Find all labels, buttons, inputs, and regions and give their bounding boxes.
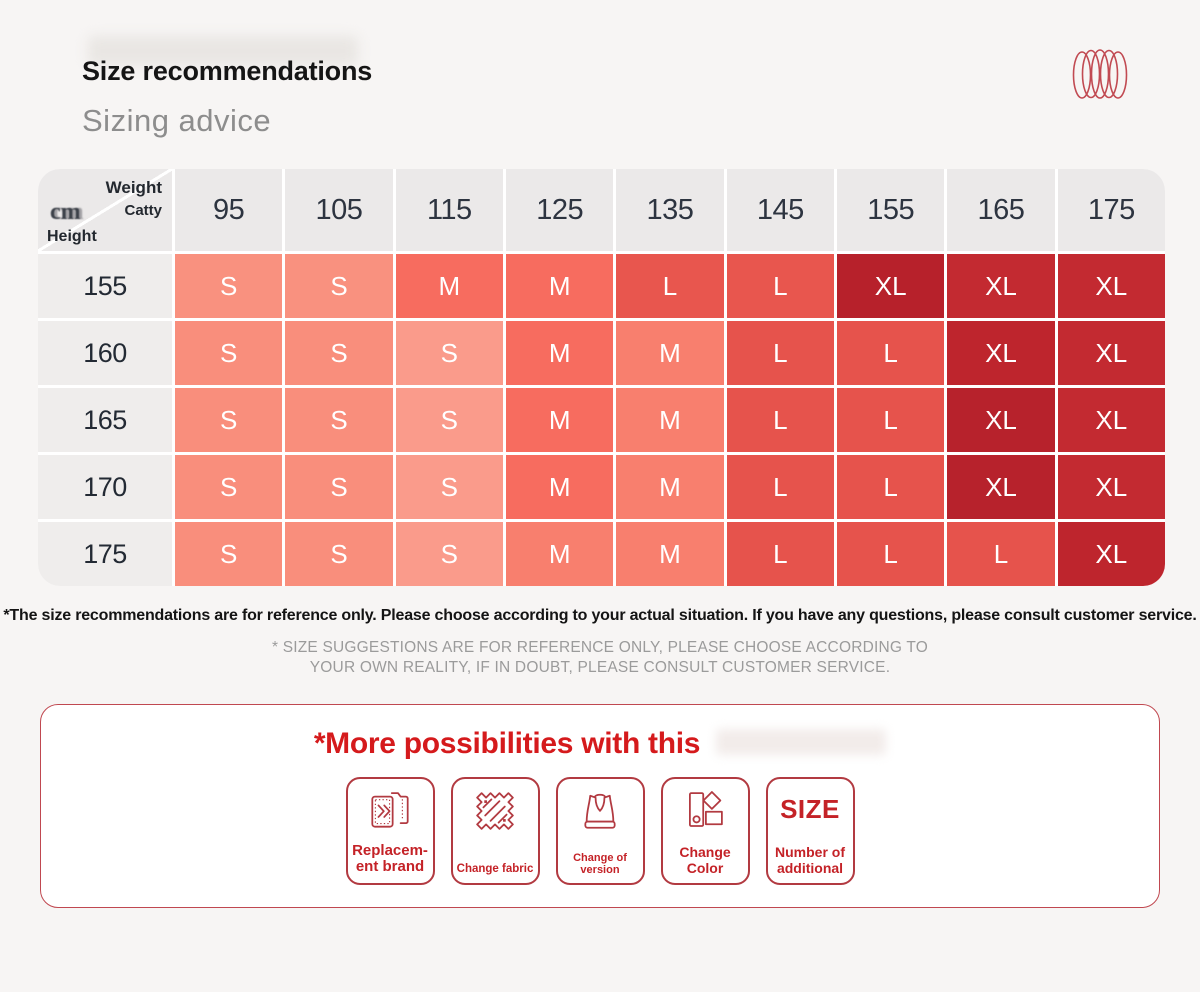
size-cell-170-135: M bbox=[616, 455, 723, 519]
coil-logo-icon bbox=[1072, 48, 1128, 102]
size-cell-170-115: S bbox=[396, 455, 503, 519]
weight-col-155: 155 bbox=[837, 169, 944, 251]
size-cell-160-125: M bbox=[506, 321, 613, 385]
page-subtitle: Sizing advice bbox=[82, 103, 272, 138]
size-cell-160-145: L bbox=[727, 321, 834, 385]
color-swatches-icon bbox=[680, 786, 730, 834]
size-cell-155-125: M bbox=[506, 254, 613, 318]
promo-panel bbox=[40, 704, 1160, 908]
fabric-swatch-icon bbox=[470, 786, 520, 836]
height-row-170: 170 bbox=[38, 455, 172, 519]
height-row-155: 155 bbox=[38, 254, 172, 318]
size-cell-170-165: XL bbox=[947, 455, 1054, 519]
weight-col-125: 125 bbox=[506, 169, 613, 251]
size-cell-170-125: M bbox=[506, 455, 613, 519]
card-label: Change Color bbox=[679, 843, 731, 876]
table-corner-cell bbox=[38, 169, 172, 251]
card-change-color bbox=[661, 777, 750, 885]
size-cell-175-105: S bbox=[285, 522, 392, 586]
redacted-promo-smudge bbox=[716, 729, 886, 755]
size-cell-155-145: L bbox=[727, 254, 834, 318]
promo-title: *More possibilities with this bbox=[313, 727, 701, 761]
size-cell-165-115: S bbox=[396, 388, 503, 452]
size-cell-160-175: XL bbox=[1058, 321, 1165, 385]
disclaimer-gray-line2: YOUR OWN REALITY, IF IN DOUBT, PLEASE CONSULT CUSTOMER SERVICE. bbox=[309, 659, 891, 677]
size-cell-155-165: XL bbox=[947, 254, 1054, 318]
size-text: SIZE bbox=[780, 794, 840, 825]
weight-col-165: 165 bbox=[947, 169, 1054, 251]
card-label: Replacem- ent brand bbox=[352, 841, 428, 876]
card-label: Change fabric bbox=[456, 863, 534, 876]
card-change-fabric bbox=[451, 777, 540, 885]
size-cell-175-175: XL bbox=[1058, 522, 1165, 586]
size-cell-170-155: L bbox=[837, 455, 944, 519]
size-cell-155-105: S bbox=[285, 254, 392, 318]
size-cell-175-135: M bbox=[616, 522, 723, 586]
size-cell-165-155: L bbox=[837, 388, 944, 452]
weight-col-115: 115 bbox=[396, 169, 503, 251]
size-cell-165-175: XL bbox=[1058, 388, 1165, 452]
promo-cards bbox=[41, 777, 1159, 885]
size-cell-155-155: XL bbox=[837, 254, 944, 318]
size-cell-155-115: M bbox=[396, 254, 503, 318]
height-row-175: 175 bbox=[38, 522, 172, 586]
size-cell-155-95: S bbox=[175, 254, 282, 318]
disclaimer-bold: *The size recommendations are for reference only. Please choose according to your actual situation. If you have any questions, please consult customer service. bbox=[3, 607, 1197, 624]
size-cell-175-115: S bbox=[396, 522, 503, 586]
disclaimer-gray bbox=[0, 638, 1200, 678]
card-size-additional bbox=[766, 777, 855, 885]
card-label: Number of additional bbox=[775, 843, 845, 876]
corner-weight-label: Weight bbox=[105, 178, 162, 197]
size-cell-160-155: L bbox=[837, 321, 944, 385]
size-cell-175-95: S bbox=[175, 522, 282, 586]
size-cell-155-135: L bbox=[616, 254, 723, 318]
size-cell-170-95: S bbox=[175, 455, 282, 519]
size-cell-165-95: S bbox=[175, 388, 282, 452]
size-cell-160-95: S bbox=[175, 321, 282, 385]
card-label: Change of version bbox=[573, 851, 627, 876]
page-title: Size recommendations bbox=[82, 56, 373, 86]
size-cell-165-165: XL bbox=[947, 388, 1054, 452]
corner-catty-label: Catty bbox=[124, 202, 162, 219]
size-cell-175-145: L bbox=[727, 522, 834, 586]
brand-tags-icon bbox=[365, 786, 415, 832]
size-cell-165-145: L bbox=[727, 388, 834, 452]
size-cell-165-105: S bbox=[285, 388, 392, 452]
sports-bra-icon bbox=[575, 786, 625, 834]
card-change-version bbox=[556, 777, 645, 885]
size-cell-170-145: L bbox=[727, 455, 834, 519]
weight-col-95: 95 bbox=[175, 169, 282, 251]
weight-col-145: 145 bbox=[727, 169, 834, 251]
size-cell-160-165: XL bbox=[947, 321, 1054, 385]
height-row-160: 160 bbox=[38, 321, 172, 385]
corner-cm-label: cm bbox=[50, 199, 81, 225]
size-cell-155-175: XL bbox=[1058, 254, 1165, 318]
disclaimer-gray-line1: * SIZE SUGGESTIONS ARE FOR REFERENCE ONLY, PLEASE CHOOSE ACCORDING TO bbox=[271, 639, 929, 656]
weight-col-135: 135 bbox=[616, 169, 723, 251]
size-cell-165-135: M bbox=[616, 388, 723, 452]
size-cell-175-125: M bbox=[506, 522, 613, 586]
size-table bbox=[38, 169, 1165, 586]
size-cell-170-175: XL bbox=[1058, 455, 1165, 519]
weight-col-175: 175 bbox=[1058, 169, 1165, 251]
size-cell-165-125: M bbox=[506, 388, 613, 452]
size-cell-175-155: L bbox=[837, 522, 944, 586]
size-cell-160-105: S bbox=[285, 321, 392, 385]
size-cell-170-105: S bbox=[285, 455, 392, 519]
height-row-165: 165 bbox=[38, 388, 172, 452]
weight-col-105: 105 bbox=[285, 169, 392, 251]
size-cell-175-165: L bbox=[947, 522, 1054, 586]
size-cell-160-135: M bbox=[616, 321, 723, 385]
corner-height-label: Height bbox=[47, 228, 97, 245]
size-cell-160-115: S bbox=[396, 321, 503, 385]
card-replacement-brand bbox=[346, 777, 435, 885]
